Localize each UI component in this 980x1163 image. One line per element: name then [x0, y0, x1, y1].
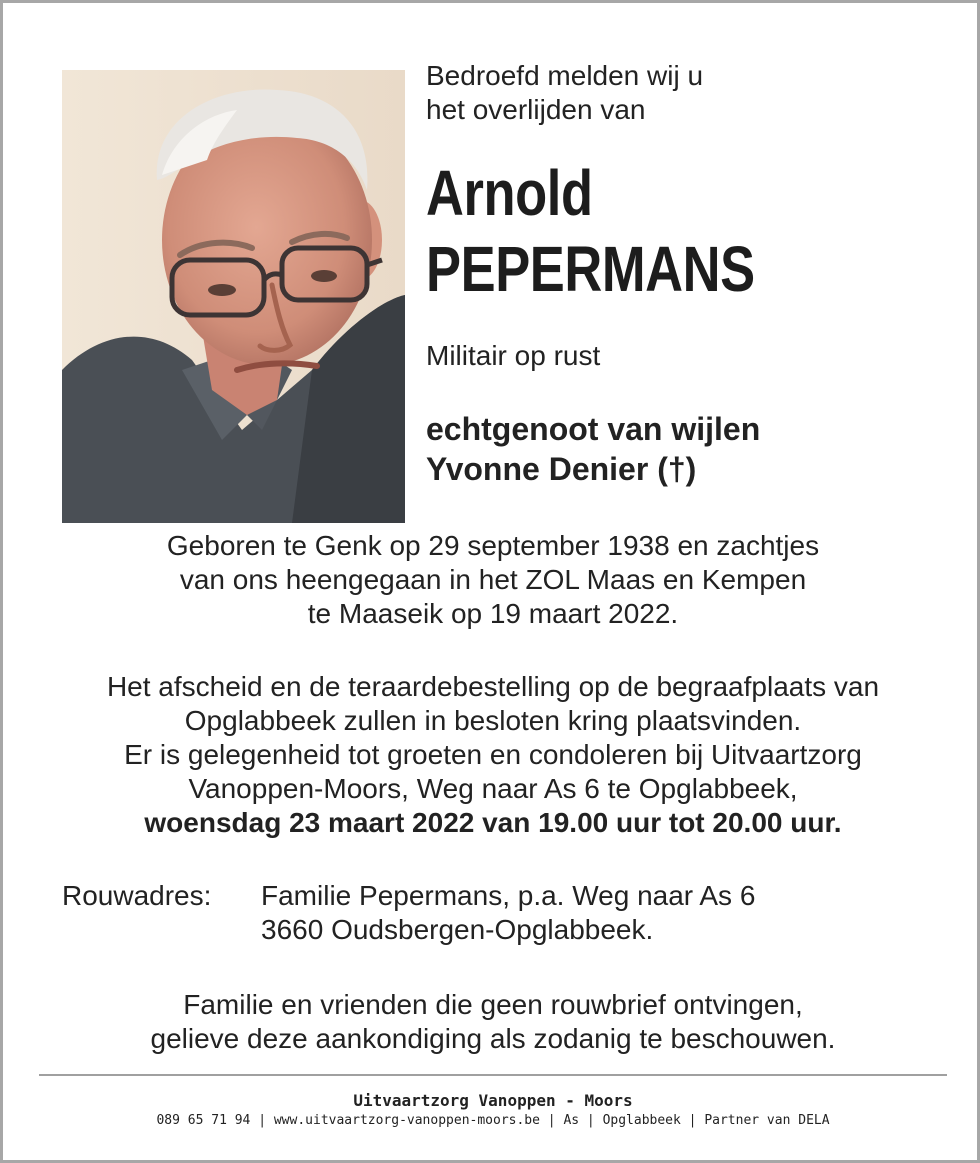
- intro-line: het overlijden van: [426, 94, 646, 125]
- ceremony-line: Vanoppen-Moors, Weg naar As 6 te Opglabbeek,: [188, 773, 798, 804]
- birth-line: Geboren te Genk op 29 september 1938 en zachtjes: [166, 530, 820, 561]
- spouse-info: [426, 409, 760, 489]
- portrait-photo: [62, 70, 405, 523]
- closing-line: Familie en vrienden die geen rouwbrief ontvingen,: [183, 989, 803, 1020]
- birth-death-paragraph: [23, 529, 963, 631]
- funeral-home-name: Uitvaartzorg Vanoppen - Moors: [353, 1091, 633, 1110]
- spouse-line: Yvonne Denier (†): [426, 451, 697, 487]
- spouse-line: echtgenoot van wijlen: [426, 411, 761, 447]
- ceremony-line: Opglabbeek zullen in besloten kring plaatsvinden.: [184, 705, 802, 736]
- closing-line: gelieve deze aankondiging als zodanig te beschouwen.: [150, 1023, 836, 1054]
- ceremony-paragraph: [23, 670, 963, 840]
- first-name: Arnold: [426, 157, 593, 229]
- visitation-time: woensdag 23 maart 2022 van 19.00 uur tot 20.00 uur.: [144, 807, 842, 838]
- ceremony-line: Het afscheid en de teraardebestelling op de begraafplaats van: [106, 671, 880, 702]
- address-lines: [261, 879, 755, 947]
- address-line: Familie Pepermans, p.a. Weg naar As 6: [261, 880, 756, 911]
- ceremony-line: Er is gelegenheid tot groeten en condoleren bij Uitvaartzorg: [124, 739, 862, 770]
- deceased-name: [426, 155, 755, 307]
- closing-paragraph: [23, 988, 963, 1056]
- intro-text: [426, 59, 703, 127]
- footer-divider: [39, 1074, 947, 1076]
- address-line: 3660 Oudsbergen-Opglabbeek.: [261, 914, 654, 945]
- birth-line: van ons heengegaan in het ZOL Maas en Kempen: [179, 564, 807, 595]
- birth-line: te Maaseik op 19 maart 2022.: [307, 598, 679, 629]
- address-label: Rouwadres:: [62, 880, 212, 911]
- intro-line: Bedroefd melden wij u: [426, 60, 704, 91]
- funeral-home-contact: 089 65 71 94 | www.uitvaartzorg-vanoppen-moors.be | As | Opglabbeek | Partner van DELA: [156, 1113, 830, 1128]
- last-name: PEPERMANS: [426, 233, 755, 305]
- profession: Militair op rust: [426, 340, 601, 371]
